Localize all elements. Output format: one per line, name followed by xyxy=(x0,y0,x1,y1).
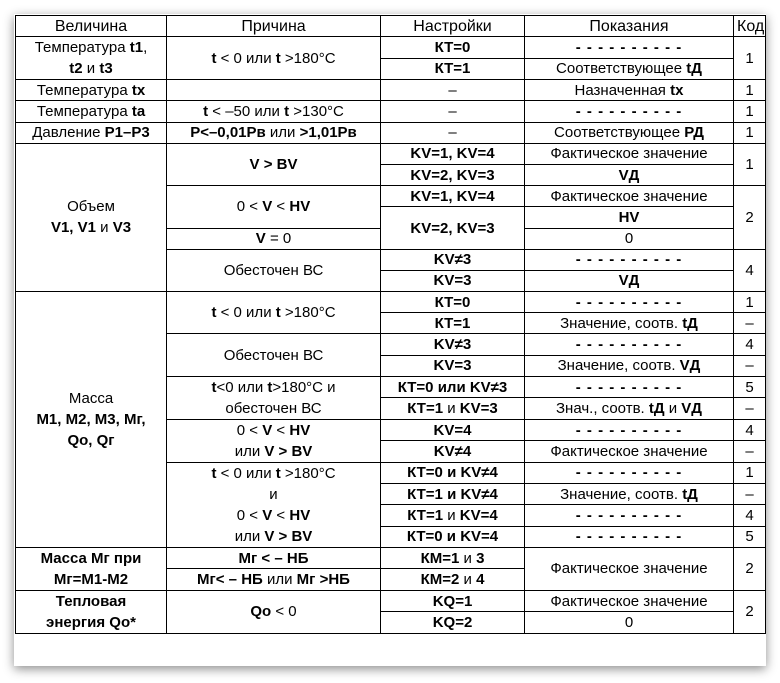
cause-temp-range-ta: t < –50 или t >130°С xyxy=(167,101,381,122)
code-value: 5 xyxy=(734,526,766,547)
reading-dashes: - - - - - - - - - - xyxy=(525,376,734,398)
setting-value: КМ=1 и 3 xyxy=(381,547,525,569)
setting-value: KV≠3 xyxy=(381,249,525,270)
cause-mg-below: Мг < – НБ xyxy=(167,547,381,569)
code-value: 5 xyxy=(734,376,766,398)
table-row xyxy=(16,590,766,612)
code-value: – xyxy=(734,355,766,376)
quantity-mass-mg: Масса Мг при Мг=М1-М2 xyxy=(16,547,167,590)
header-cause: Причина xyxy=(167,16,381,37)
setting-value: KV=2, KV=3 xyxy=(381,207,525,249)
reading-value: Назначенная tх xyxy=(525,80,734,101)
reading-dashes: - - - - - - - - - - xyxy=(525,37,734,59)
setting-value: KV=1, KV=4 xyxy=(381,143,525,164)
setting-value: КТ=1 xyxy=(381,313,525,334)
quantity-pressure: Давление Р1–Р3 xyxy=(16,122,167,143)
code-value: 2 xyxy=(734,590,766,633)
cause-temp-range: t < 0 или t >180°С xyxy=(167,37,381,80)
reading-dashes: - - - - - - - - - - xyxy=(525,462,734,483)
reading-value: VД xyxy=(525,164,734,185)
reading-value: 0 xyxy=(525,612,734,634)
setting-value: КТ=0 xyxy=(381,37,525,59)
code-value: 4 xyxy=(734,419,766,441)
reading-dashes: - - - - - - - - - - xyxy=(525,419,734,441)
setting-value: KV=2, KV=3 xyxy=(381,164,525,185)
code-value: 1 xyxy=(734,80,766,101)
setting-value: KQ=1 xyxy=(381,590,525,612)
reading-value: Фактическое значение xyxy=(525,547,734,590)
cause-empty xyxy=(167,80,381,101)
reading-value: Соответствующее РД xyxy=(525,122,734,143)
code-value: 2 xyxy=(734,547,766,590)
code-value: – xyxy=(734,313,766,334)
code-value: 4 xyxy=(734,505,766,526)
code-value: – xyxy=(734,441,766,463)
reading-value: Значение, соотв. tД xyxy=(525,484,734,505)
setting-value: KV=4 xyxy=(381,419,525,441)
setting-value: KQ=2 xyxy=(381,612,525,634)
code-value: 2 xyxy=(734,186,766,250)
setting-value: KV≠4 xyxy=(381,441,525,463)
code-value: 4 xyxy=(734,249,766,291)
table-header-row xyxy=(16,16,766,37)
setting-value: KV=3 xyxy=(381,270,525,291)
cause-power-off: Обесточен ВС xyxy=(167,249,381,291)
table-row xyxy=(16,143,766,164)
table-row xyxy=(16,547,766,569)
reading-value: Фактическое значение xyxy=(525,590,734,612)
setting-value: КТ=0 или KV≠3 xyxy=(381,376,525,398)
setting-value: – xyxy=(381,101,525,122)
setting-value: КТ=1 и KV≠4 xyxy=(381,484,525,505)
quantity-heat: Тепловая энергия Qо* xyxy=(16,590,167,633)
reading-value: Фактическое значение xyxy=(525,143,734,164)
code-value: 4 xyxy=(734,334,766,355)
reading-value: Фактическое значение xyxy=(525,186,734,207)
code-value: 1 xyxy=(734,292,766,313)
header-readings: Показания xyxy=(525,16,734,37)
reading-value: HV xyxy=(525,207,734,228)
header-settings: Настройки xyxy=(381,16,525,37)
table-row xyxy=(16,37,766,59)
cause-combined: t < 0 или t >180°С и 0 < V < HV или V > BV xyxy=(167,462,381,547)
setting-value: KV=1, KV=4 xyxy=(381,186,525,207)
reading-value: Знач., соотв. tД и VД xyxy=(525,398,734,420)
cause-volume-range: 0 < V < HV xyxy=(167,186,381,228)
code-value: 1 xyxy=(734,122,766,143)
cause-volume-over: V > BV xyxy=(167,143,381,185)
cause-mg-range: Мг< – НБ или Мг >НБ xyxy=(167,569,381,591)
table-row xyxy=(16,292,766,313)
reading-value: Значение, соотв. VД xyxy=(525,355,734,376)
setting-value: КТ=1 xyxy=(381,58,525,80)
quantity-mass: Масса М1, М2, М3, Мг, Qо, Qг xyxy=(16,292,167,548)
setting-value: КТ=1 и KV=3 xyxy=(381,398,525,420)
quantity-temp-tx: Температура tх xyxy=(16,80,167,101)
reading-value: 0 xyxy=(525,228,734,249)
table-row xyxy=(16,101,766,122)
code-value: 1 xyxy=(734,462,766,483)
setting-value: КТ=0 и KV≠4 xyxy=(381,462,525,483)
cause-pressure: Р<–0,01Рв или >1,01Рв xyxy=(167,122,381,143)
setting-value: КТ=0 и KV=4 xyxy=(381,526,525,547)
cause-power-off: Обесточен ВС xyxy=(167,334,381,376)
code-value: 1 xyxy=(734,143,766,185)
reading-dashes: - - - - - - - - - - xyxy=(525,101,734,122)
code-value: 1 xyxy=(734,37,766,80)
reading-value: Значение, соотв. tД xyxy=(525,313,734,334)
reading-value: Соответствующее tД xyxy=(525,58,734,80)
indications-table xyxy=(15,15,766,634)
cause-temp-or-power: t<0 или t>180°С и обесточен ВС xyxy=(167,376,381,419)
setting-value: КТ=1 и KV=4 xyxy=(381,505,525,526)
reading-value: VД xyxy=(525,270,734,291)
table-row xyxy=(16,122,766,143)
reading-dashes: - - - - - - - - - - xyxy=(525,249,734,270)
reading-dashes: - - - - - - - - - - xyxy=(525,526,734,547)
setting-value: – xyxy=(381,122,525,143)
table-row xyxy=(16,80,766,101)
table-frame xyxy=(14,14,766,666)
code-value: – xyxy=(734,484,766,505)
setting-value: – xyxy=(381,80,525,101)
cause-volume-zero: V = 0 xyxy=(167,228,381,249)
setting-value: KV=3 xyxy=(381,355,525,376)
cause-volume-range: 0 < V < HV или V > BV xyxy=(167,419,381,462)
quantity-temp-ta: Температура ta xyxy=(16,101,167,122)
setting-value: KV≠3 xyxy=(381,334,525,355)
reading-dashes: - - - - - - - - - - xyxy=(525,505,734,526)
reading-dashes: - - - - - - - - - - xyxy=(525,292,734,313)
setting-value: КТ=0 xyxy=(381,292,525,313)
cause-heat: Qо < 0 xyxy=(167,590,381,633)
header-quantity: Величина xyxy=(16,16,167,37)
quantity-temp-t123: Температура t1, t2 и t3 xyxy=(16,37,167,80)
reading-dashes: - - - - - - - - - - xyxy=(525,334,734,355)
quantity-volume: Объем V1, V1 и V3 xyxy=(16,143,167,291)
code-value: 1 xyxy=(734,101,766,122)
setting-value: КМ=2 и 4 xyxy=(381,569,525,591)
header-code: Код xyxy=(734,16,766,37)
cause-temp-range: t < 0 или t >180°С xyxy=(167,292,381,334)
reading-value: Фактическое значение xyxy=(525,441,734,463)
code-value: – xyxy=(734,398,766,420)
